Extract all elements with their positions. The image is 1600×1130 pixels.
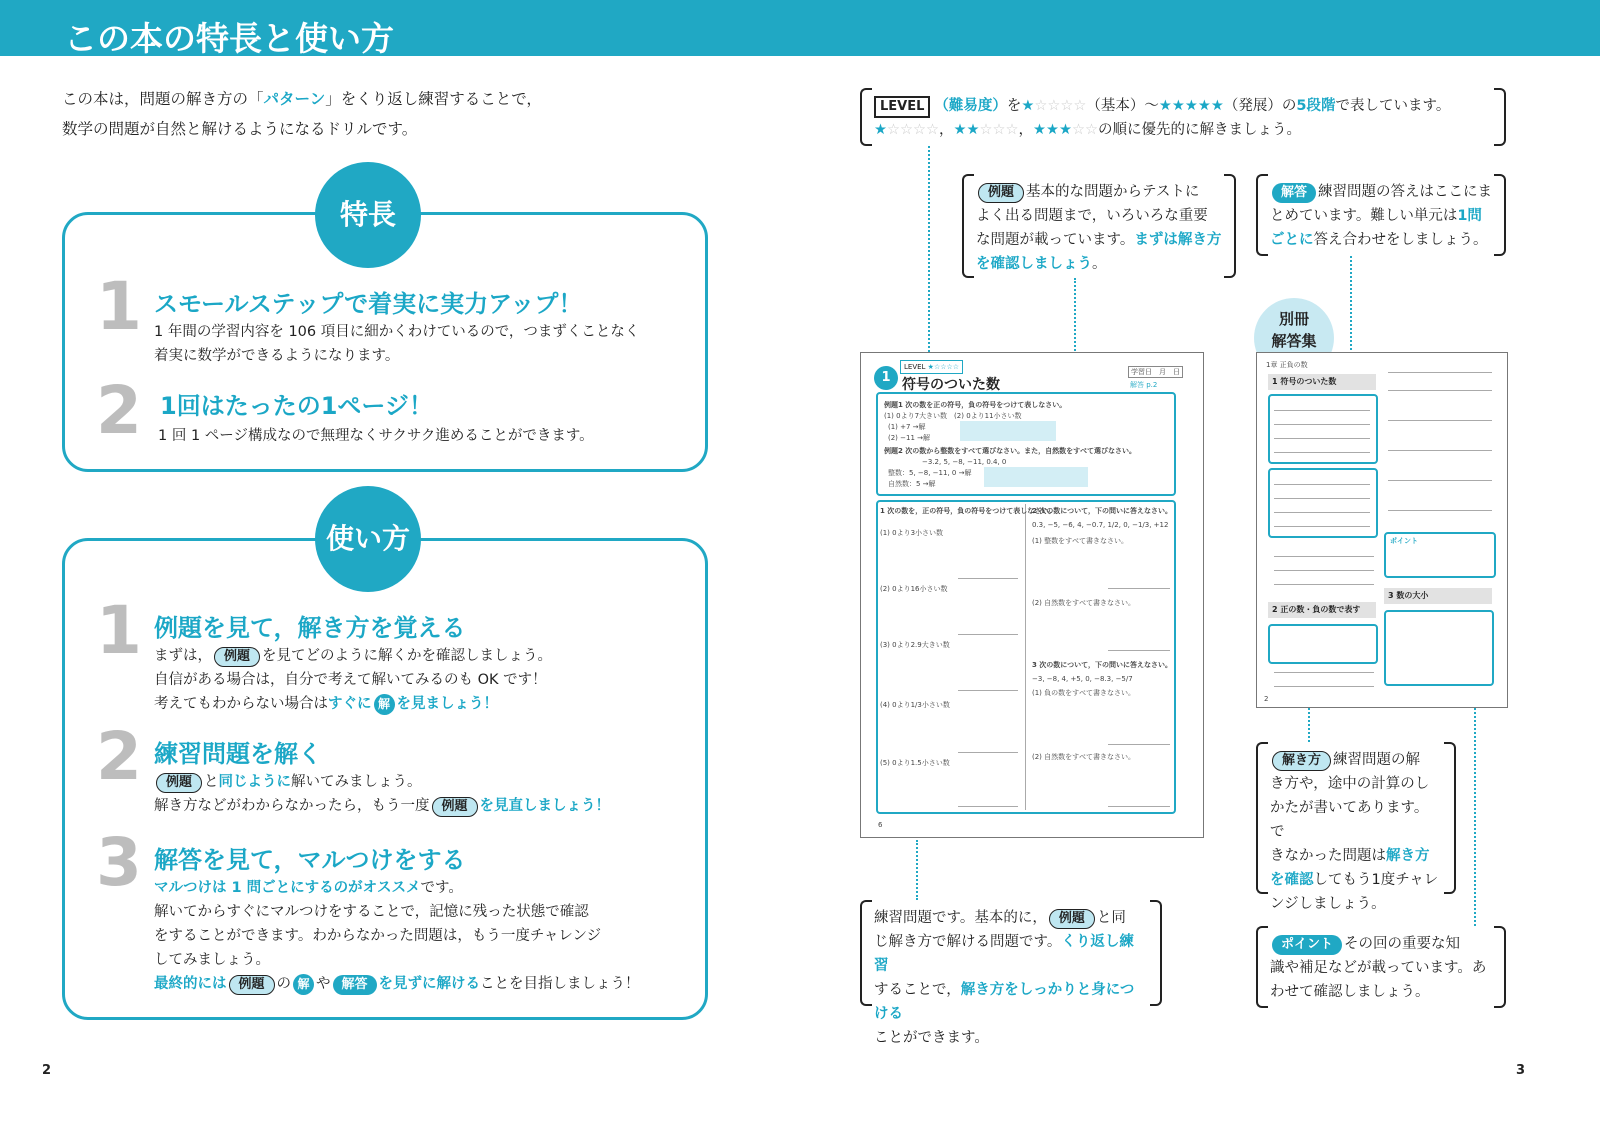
stars-1-icon: ★	[874, 122, 887, 138]
feature-2-number: 2	[96, 372, 142, 449]
usage-badge: 使い方	[315, 486, 421, 592]
answer-block	[1268, 394, 1378, 464]
connector-line	[928, 146, 930, 368]
reidai-pill: 例題	[432, 797, 478, 817]
connector-line	[916, 840, 918, 900]
point-pill: ポイント	[1272, 935, 1342, 955]
stars-5-icon: ★★★★★	[1158, 98, 1224, 114]
usage-2-text: 例題 と同じように解いてみましょう。 解き方などがわからなかったら，もう一度 例題 を見直しましょう！	[154, 770, 610, 818]
point-callout: ポイント その回の重要な知 識や補足などが載っています。あ わせて確認しましょう。	[1256, 926, 1506, 1008]
intro-text: この本は，問題の解き方の「パターン」をくり返し練習することで， 数学の問題が自然と解けるようになるドリルです。	[62, 90, 542, 138]
sample-title: 符号のついた数	[902, 377, 1000, 393]
answer-block	[1268, 468, 1378, 538]
answer-title-1: 1 符号のついた数	[1268, 374, 1376, 390]
feature-1-title: スモールステップで着実に実力アップ！	[154, 290, 583, 318]
kaitou-pill: 解答	[333, 975, 377, 995]
reidai-pill: 例題	[1049, 909, 1095, 929]
hint-highlight	[984, 467, 1088, 487]
usage-2-number: 2	[96, 718, 142, 795]
answer-block	[1384, 610, 1494, 686]
stars-3-icon: ★★★	[1033, 122, 1072, 138]
usage-3-text: マルつけは 1 問ごとにするのがオススメです。 解いてからすぐにマルつけをすることで，記憶に残った状態で確認 をすることができます。わからなかった問題は，もう一度チャレンジ してみましょう。 最終的には 例題 の 解 や 解答 を見ずに解けることを目指しましょう！	[154, 876, 640, 996]
star-off-icon: ☆☆☆☆	[1034, 98, 1087, 114]
reidai-pill: 例題	[156, 773, 202, 793]
divider	[1025, 504, 1026, 810]
usage-3-number: 3	[96, 824, 142, 901]
star-icon: ★	[1021, 98, 1035, 114]
stars-2-icon: ★★	[953, 122, 980, 138]
usage-1-text: まずは， 例題 を見てどのように解くかを確認しましょう。 自信がある場合は，自分で考えて解いてみるのも OK です！ 考えてもわからない場合はすぐに 解 を見ましょう！	[154, 644, 552, 716]
kai-icon: 解	[374, 694, 395, 715]
usage-1-title: 例題を見て，解き方を覚える	[154, 614, 466, 642]
feature-1-text: 1 年間の学習内容を 106 項目に細かくわけているので，つまずくことなく 着実に数学ができるようになります。	[154, 324, 640, 364]
bessatsu-badge: 別冊 解答集	[1254, 298, 1334, 378]
feature-2-text: 1 回 1 ページ構成なので無理なくサクサク進めることができます。	[158, 428, 594, 444]
kaitou-pill: 解答	[1272, 183, 1316, 203]
feature-1-number: 1	[96, 268, 142, 345]
usage-3-title: 解答を見て，マルつけをする	[154, 846, 466, 874]
header-bar	[0, 0, 1600, 56]
reidai-pill: 例題	[214, 647, 260, 667]
kaitou-callout: 解答 練習問題の答えはここにま とめています。難しい単元は1問 ごとに答え合わせをしましょう。	[1256, 174, 1506, 256]
feature-2-title: 1回はたったの1ページ！	[160, 392, 433, 420]
hint-highlight	[960, 421, 1056, 441]
reidai-pill: 例題	[978, 183, 1024, 203]
usage-1-number: 1	[96, 592, 142, 669]
level-callout: LEVEL （難易度）を★☆☆☆☆（基本）～★★★★★（発展）の5段階で表しています。 ★☆☆☆☆，★★☆☆☆，★★★☆☆の順に優先的に解きましょう。	[860, 88, 1506, 146]
features-badge: 特長	[315, 162, 421, 268]
reidai-callout: 例題 基本的な問題からテストに よく出る問題まで，いろいろな重要 な問題が載っています。まずは解き方 を確認しましょう。	[962, 174, 1236, 278]
level-tag: LEVEL	[874, 96, 930, 118]
tokikata-pill: 解き方	[1272, 751, 1331, 771]
renshu-callout: 練習問題です。基本的に， 例題 と同 じ解き方で解ける問題です。くり返し練習 することで，解き方をしっかりと身につける ことができます。	[860, 900, 1162, 1006]
reidai-pill: 例題	[229, 975, 275, 995]
usage-2-title: 練習問題を解く	[154, 740, 322, 768]
page-title: この本の特長と使い方	[64, 19, 394, 58]
answer-block	[1268, 624, 1378, 664]
tokikata-callout: 解き方 練習問題の解 き方や，途中の計算のし かたが書いてあります。で きなかった問題は解き方 を確認してもう1度チャレ ンジしましょう。	[1256, 742, 1456, 894]
kai-icon: 解	[293, 974, 314, 995]
answer-title-2: 2 正の数・負の数で表す	[1268, 602, 1376, 618]
page-number-left: 2	[42, 1063, 52, 1078]
sample-level: LEVEL ★☆☆☆☆	[900, 360, 963, 374]
lesson-number-icon: 1	[874, 366, 898, 390]
answer-title-3: 3 数の大小	[1384, 588, 1492, 604]
page-number-right: 3	[1516, 1063, 1526, 1078]
